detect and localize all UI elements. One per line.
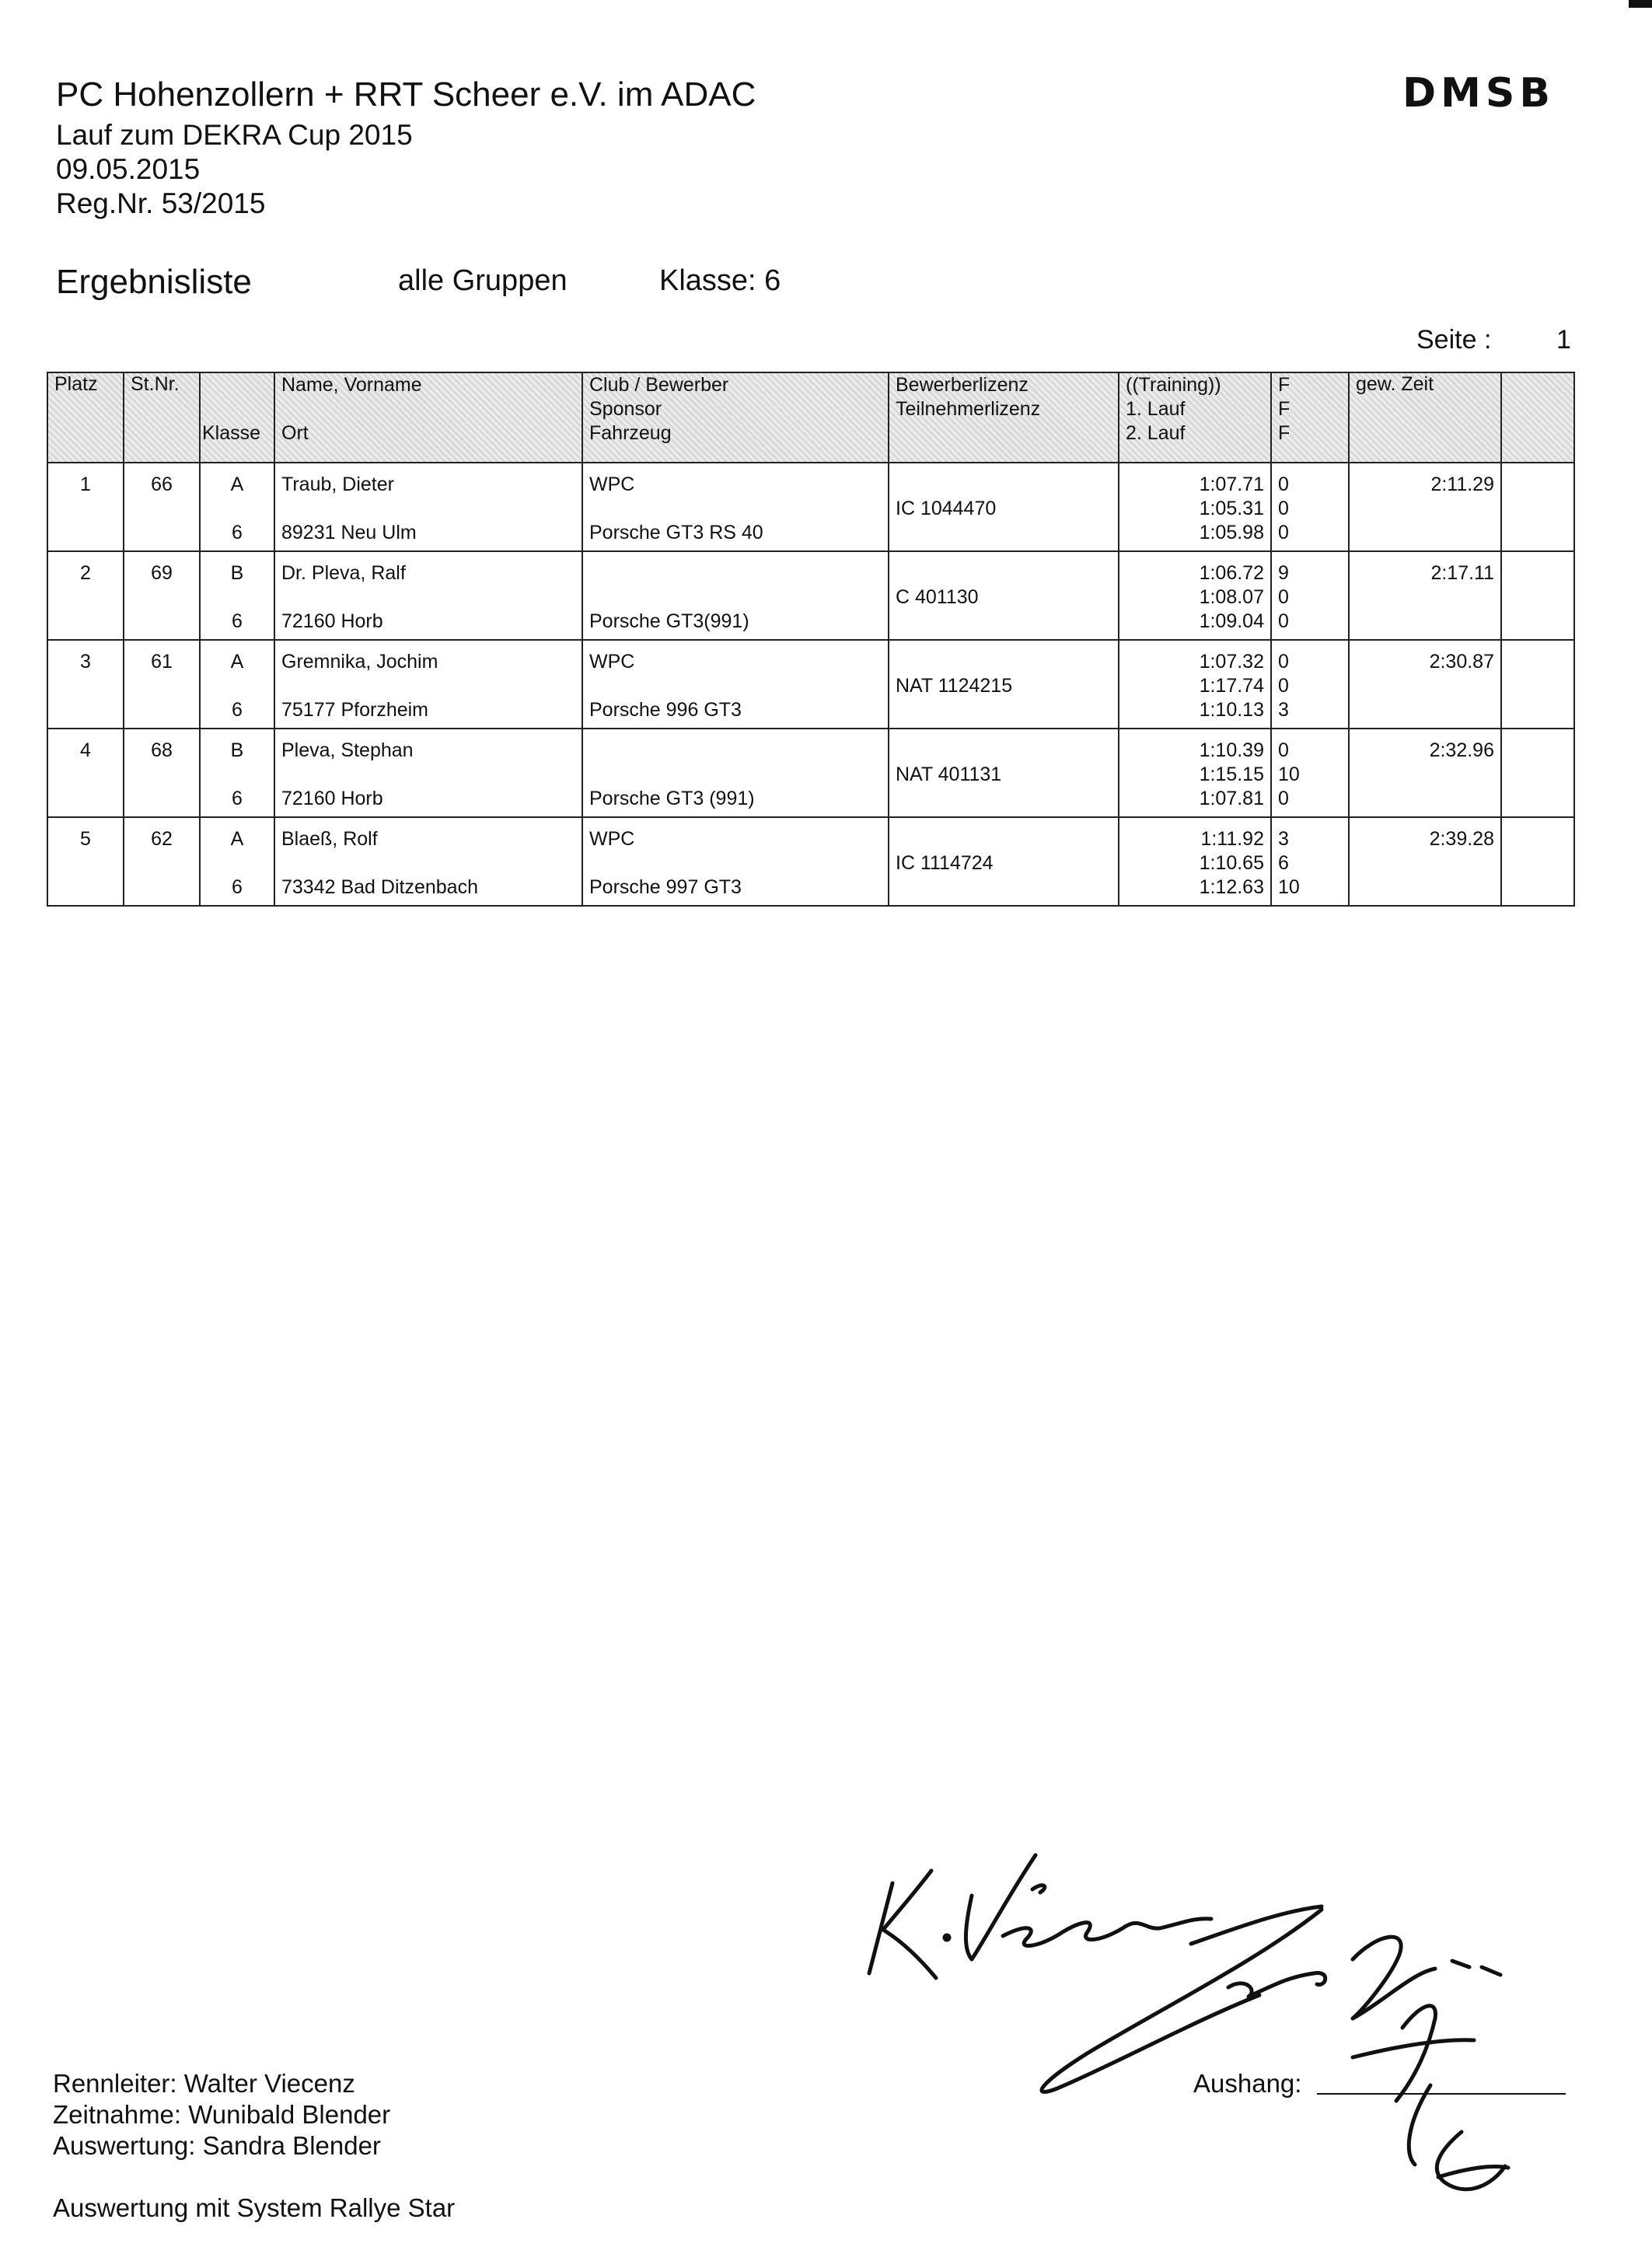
fehler-lauf2: 0: [1278, 522, 1289, 543]
col-club-sponsor-fahrzeug: Club / Bewerber Sponsor Fahrzeug: [582, 372, 889, 463]
fahrzeug: Porsche GT3 (991): [589, 788, 755, 809]
list-title: Ergebnisliste: [56, 263, 252, 301]
fehler-lauf1: 0: [1278, 675, 1289, 697]
table-row: [47, 817, 1574, 906]
training-zeit: 1:07.32: [1199, 651, 1264, 673]
club: WPC: [589, 828, 635, 850]
fehler-lauf1: 0: [1278, 498, 1289, 519]
gew-zeit: 2:17.11: [1349, 551, 1501, 640]
club: WPC: [589, 474, 635, 495]
scan-corner-mark: [1629, 0, 1652, 8]
fahrzeug: Porsche GT3(991): [589, 610, 749, 632]
lizenz: NAT 401131: [896, 764, 1002, 785]
fahrer-name: Dr. Pleva, Ralf: [281, 562, 406, 584]
fehler-lauf2: 3: [1278, 699, 1289, 721]
event-date: 09.05.2015: [56, 153, 201, 185]
fehler-training: 3: [1278, 828, 1289, 850]
signature-scribble: [855, 1843, 1586, 2200]
col-lizenz: Bewerberlizenz Teilnehmerlizenz: [889, 372, 1119, 463]
signature-text: K. Viecenz: [902, 1944, 906, 1945]
lauf1-zeit: 1:15.15: [1199, 764, 1264, 785]
table-row: [47, 463, 1574, 551]
lauf1-zeit: 1:08.07: [1199, 586, 1264, 608]
fahrzeug: Porsche 997 GT3: [589, 876, 742, 898]
system-note: Auswertung mit System Rallye Star: [53, 2193, 456, 2222]
fehler-lauf2: 0: [1278, 610, 1289, 632]
organizer-title: PC Hohenzollern + RRT Scheer e.V. im ADAC: [56, 75, 756, 114]
lauf1-zeit: 1:10.65: [1199, 852, 1264, 874]
page-label: Seite :: [1416, 325, 1492, 355]
fahrer-ort: 73342 Bad Ditzenbach: [281, 876, 478, 898]
table-row: [47, 640, 1574, 729]
gew-zeit: 2:30.87: [1349, 640, 1501, 729]
gruppe: B: [230, 739, 244, 761]
fehler-training: 9: [1278, 562, 1289, 584]
col-stnr: St.Nr.: [124, 372, 200, 463]
auswertung: Auswertung: Sandra Blender: [53, 2131, 381, 2160]
fahrer-name: Pleva, Stephan: [281, 739, 414, 761]
fahrzeug: Porsche 996 GT3: [589, 699, 742, 721]
club: WPC: [589, 651, 635, 673]
col-platz: Platz: [47, 372, 124, 463]
gruppe: A: [230, 828, 244, 850]
fahrer-name: Gremnika, Jochim: [281, 651, 438, 673]
lauf2-zeit: 1:07.81: [1199, 788, 1264, 809]
class-label: Klasse: 6: [659, 264, 781, 297]
fehler-training: 0: [1278, 474, 1289, 495]
lauf2-zeit: 1:12.63: [1199, 876, 1264, 898]
col-empty: [1501, 372, 1574, 463]
lauf2-zeit: 1:05.98: [1199, 522, 1264, 543]
stnr: 61: [124, 640, 200, 729]
gew-zeit: 2:39.28: [1349, 817, 1501, 906]
fahrer-ort: 89231 Neu Ulm: [281, 522, 417, 543]
klasse: 6: [232, 876, 243, 898]
training-zeit: 1:11.92: [1200, 828, 1264, 850]
platz: 2: [47, 551, 124, 640]
page-number: 1: [1556, 325, 1571, 355]
lauf1-zeit: 1:05.31: [1199, 498, 1264, 519]
platz: 4: [47, 729, 124, 817]
platz: 5: [47, 817, 124, 906]
klasse: 6: [232, 699, 243, 721]
fahrer-name: Blaeß, Rolf: [281, 828, 378, 850]
fahrer-name: Traub, Dieter: [281, 474, 394, 495]
fahrer-ort: 75177 Pforzheim: [281, 699, 429, 721]
col-klasse: Klasse: [200, 372, 274, 463]
fehler-lauf2: 10: [1278, 876, 1300, 898]
klasse: 6: [232, 788, 243, 809]
zeitnahme: Zeitnahme: Wunibald Blender: [53, 2100, 391, 2129]
gew-zeit: 2:32.96: [1349, 729, 1501, 817]
gruppe: B: [230, 562, 244, 584]
lauf1-zeit: 1:17.74: [1199, 675, 1264, 697]
aushang-label: Aushang:: [1193, 2069, 1302, 2098]
fehler-lauf1: 0: [1278, 586, 1289, 608]
klasse: 6: [232, 522, 243, 543]
stnr: 66: [124, 463, 200, 551]
training-zeit: 1:10.39: [1199, 739, 1264, 761]
platz: 3: [47, 640, 124, 729]
lizenz: NAT 1124215: [896, 675, 1013, 697]
training-zeit: 1:06.72: [1199, 562, 1264, 584]
col-name-ort: Name, Vorname Ort: [274, 372, 582, 463]
lizenz: IC 1044470: [896, 498, 997, 519]
fahrzeug: Porsche GT3 RS 40: [589, 522, 763, 543]
col-gew-zeit: gew. Zeit: [1349, 372, 1501, 463]
fehler-lauf1: 6: [1278, 852, 1289, 874]
stnr: 62: [124, 817, 200, 906]
lauf2-zeit: 1:09.04: [1199, 610, 1264, 632]
lizenz: C 401130: [896, 586, 979, 608]
gruppe: A: [230, 474, 244, 495]
table-header-row: [47, 372, 1574, 463]
fahrer-ort: 72160 Horb: [281, 788, 383, 809]
table-row: [47, 551, 1574, 640]
stnr: 69: [124, 551, 200, 640]
fahrer-ort: 72160 Horb: [281, 610, 383, 632]
gruppe: A: [230, 651, 244, 673]
aushang-line: [1317, 2093, 1566, 2095]
fehler-lauf2: 0: [1278, 788, 1289, 809]
platz: 1: [47, 463, 124, 551]
dmsb-logo: DMSB: [1402, 70, 1555, 117]
lauf2-zeit: 1:10.13: [1199, 699, 1264, 721]
col-zeiten: ((Training)) 1. Lauf 2. Lauf: [1119, 372, 1271, 463]
gew-zeit: 2:11.29: [1349, 463, 1501, 551]
fehler-training: 0: [1278, 651, 1289, 673]
groups-label: alle Gruppen: [398, 264, 568, 297]
registration-number: Reg.Nr. 53/2015: [56, 187, 266, 219]
klasse: 6: [232, 610, 243, 632]
results-table: [47, 372, 1575, 907]
event-name: Lauf zum DEKRA Cup 2015: [56, 119, 413, 151]
rennleiter: Rennleiter: Walter Viecenz: [53, 2069, 355, 2098]
table-row: [47, 729, 1574, 817]
fehler-training: 0: [1278, 739, 1289, 761]
fehler-lauf1: 10: [1278, 764, 1300, 785]
training-zeit: 1:07.71: [1199, 474, 1264, 495]
stnr: 68: [124, 729, 200, 817]
lizenz: IC 1114724: [896, 852, 994, 874]
col-fehler: F F F: [1271, 372, 1349, 463]
